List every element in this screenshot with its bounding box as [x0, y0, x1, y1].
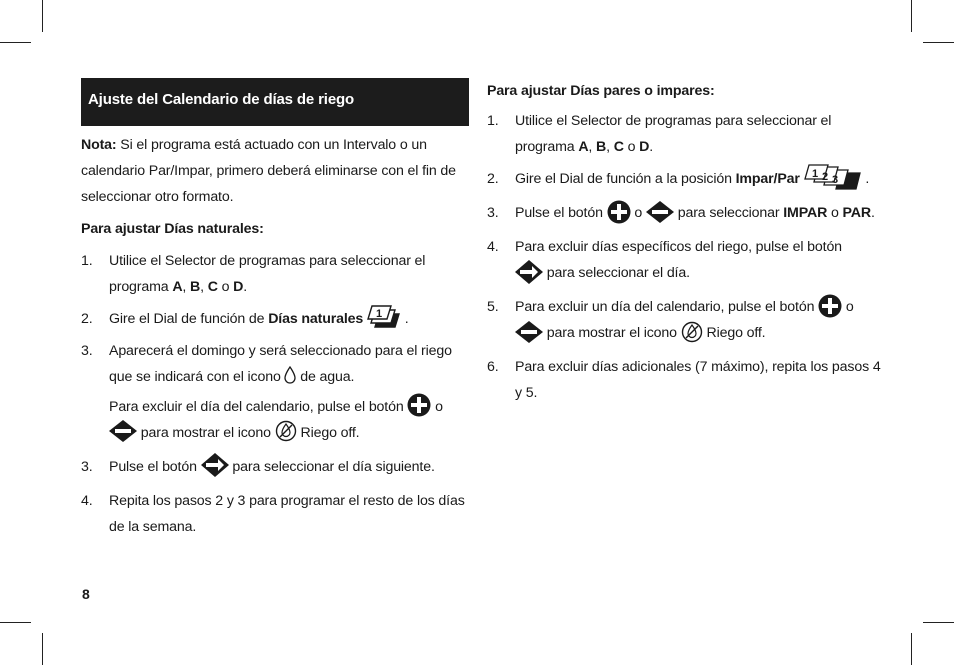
step-text: Aparecerá el domingo y será seleccionado para el riego que se indicará con el icono	[109, 343, 452, 385]
note-paragraph	[81, 132, 469, 210]
step-text: o	[217, 279, 234, 295]
odd-even-title: Para ajustar Días pares o impares:	[487, 83, 715, 99]
step-text: Para excluir un día del calendario, pulse el botón	[515, 299, 819, 316]
step-text: .	[870, 205, 875, 222]
minus-button-icon	[646, 201, 674, 223]
step-text: Utilice el Selector de programas para seleccionar el programa	[515, 113, 832, 155]
step-text: o	[842, 299, 854, 316]
crop-mark	[911, 633, 912, 665]
crop-mark	[0, 42, 31, 43]
step-text: ,	[606, 139, 614, 155]
natural-days-title: Para ajustar Días naturales:	[81, 221, 264, 237]
right-column	[487, 78, 887, 406]
step-number: 3.	[81, 343, 93, 359]
next-arrow-button-icon	[201, 453, 229, 477]
step-text: Gire el Dial de función de	[109, 311, 269, 327]
program-b: B	[190, 279, 201, 295]
step-text: Pulse el botón	[109, 459, 201, 475]
step-text: .	[649, 139, 654, 155]
program-d: D	[639, 139, 650, 155]
left-step-4	[81, 454, 469, 480]
crop-mark	[923, 42, 954, 43]
step-text: para mostrar el icono	[137, 425, 275, 441]
crop-mark	[911, 0, 912, 32]
step-text: ,	[588, 139, 597, 155]
left-step-3	[81, 338, 469, 390]
step-text: Gire el Dial de función a la posición	[515, 171, 736, 187]
step-text: Pulse el botón	[515, 205, 607, 222]
step-text: Riego off.	[296, 425, 360, 441]
program-b: B	[596, 139, 607, 155]
program-c: C	[207, 279, 218, 295]
right-step-5	[487, 294, 887, 346]
step-text: Para excluir días específicos del riego, pulse el botón	[515, 239, 842, 256]
step-text: o	[630, 205, 646, 222]
step-text: o	[827, 205, 843, 222]
step-text: ,	[200, 279, 208, 295]
step-text: .	[861, 171, 870, 187]
left-step-5	[81, 488, 469, 540]
program-c: C	[613, 139, 624, 155]
program-a: A	[172, 279, 183, 295]
calendar-days-dial-icon	[367, 305, 401, 329]
step-number: 1.	[81, 253, 93, 269]
step-number: 4.	[81, 493, 93, 509]
step-number: 5.	[487, 299, 499, 316]
step-number: 2.	[487, 171, 499, 187]
program-a: A	[578, 139, 589, 155]
crop-mark	[923, 622, 954, 623]
step-text: para seleccionar el día.	[543, 265, 690, 282]
page-number: 8	[82, 586, 90, 602]
program-d: D	[233, 279, 244, 295]
right-step-4	[487, 234, 887, 286]
step-text: Para excluir el día del calendario, pulse el botón	[109, 399, 408, 415]
step-number: 3.	[487, 205, 499, 222]
left-step-2	[81, 306, 469, 332]
svg-text:2: 2	[821, 171, 828, 184]
svg-text:1: 1	[811, 168, 818, 181]
par-label: PAR	[842, 205, 871, 222]
note-text: Si el programa está actuado con un Intervalo o un calendario Par/Impar, primero deberá eliminarse con el fin de seleccionar otro formato.	[81, 137, 456, 205]
next-arrow-button-icon	[515, 260, 543, 284]
left-column	[81, 78, 469, 540]
rain-off-icon	[275, 420, 297, 442]
step-text: o	[431, 399, 443, 415]
right-step-3	[487, 200, 887, 226]
step-text: ,	[182, 279, 191, 295]
plus-button-icon	[607, 200, 631, 224]
step-text: para mostrar el icono	[543, 325, 681, 342]
step-number: 6.	[487, 359, 499, 376]
step-number: 1.	[487, 113, 499, 129]
section-heading: Ajuste del Calendario de días de riego	[81, 78, 469, 126]
step-number: 3.	[81, 459, 93, 475]
step-text: Riego off.	[702, 325, 766, 342]
right-step-6	[487, 354, 887, 406]
left-step-3-continued	[81, 394, 469, 446]
calendar-days-label: Días naturales	[268, 311, 364, 327]
crop-mark	[42, 0, 43, 32]
step-text: Repita los pasos 2 y 3 para programar el resto de los días de la semana.	[109, 493, 465, 535]
crop-mark	[42, 633, 43, 665]
step-text: Utilice el Selector de programas para seleccionar el programa	[109, 253, 426, 295]
step-text: .	[243, 279, 248, 295]
minus-button-icon	[109, 420, 137, 442]
impar-label: IMPAR	[783, 205, 828, 222]
step-text: de agua.	[296, 369, 355, 385]
water-drop-icon	[284, 366, 296, 384]
step-number: 4.	[487, 239, 499, 256]
note-label: Nota:	[81, 137, 117, 153]
svg-text:3: 3	[831, 174, 838, 187]
step-text: .	[400, 311, 409, 327]
left-step-1	[81, 248, 469, 300]
plus-button-icon	[818, 294, 842, 318]
step-text: o	[623, 139, 640, 155]
plus-button-icon	[407, 393, 431, 417]
step-text: Para excluir días adicionales (7 máximo), repita los pasos 4 y 5.	[515, 359, 881, 402]
rain-off-icon	[681, 321, 703, 343]
step-number: 2.	[81, 311, 93, 327]
svg-text:1: 1	[375, 308, 382, 321]
step-text: para seleccionar	[673, 205, 784, 222]
step-text: para seleccionar el día siguiente.	[228, 459, 435, 475]
crop-mark	[0, 622, 31, 623]
odd-even-label: Impar/Par	[735, 171, 800, 187]
minus-button-icon	[515, 321, 543, 343]
right-step-1	[487, 108, 887, 160]
right-step-2	[487, 166, 887, 192]
odd-even-dial-icon	[804, 164, 862, 190]
